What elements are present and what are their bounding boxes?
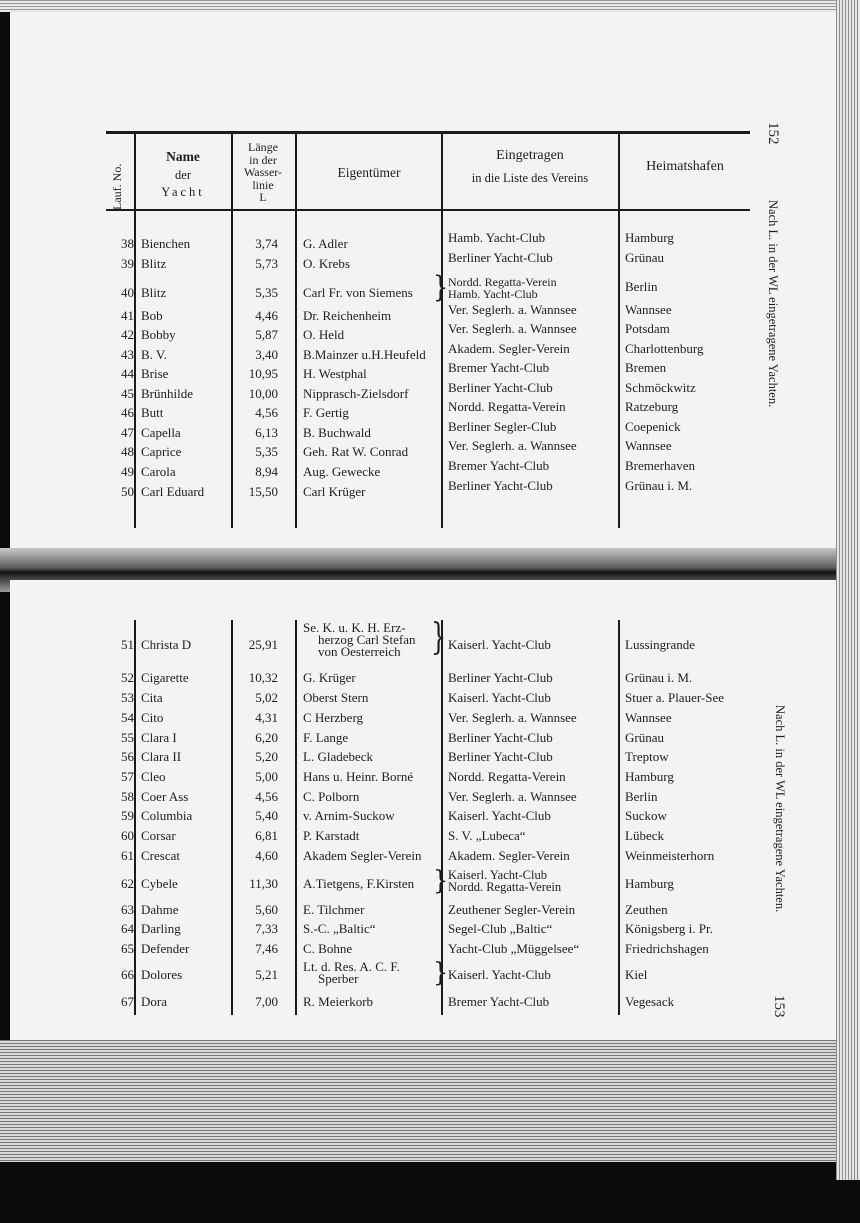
column-rule [134,131,136,528]
header-eingetragen-line1: Eingetragen [496,148,564,163]
yacht-name: Cleo [141,769,166,784]
owner-name: B.Mainzer u.H.Heufeld [303,347,426,362]
yacht-name: Bobby [141,327,176,342]
home-port: Treptow [625,749,669,764]
home-port: Lübeck [625,828,664,843]
owner-name: Akadem Segler-Verein [303,848,422,863]
waterline-length: 4,46 [255,308,278,323]
owner-name: P. Karstadt [303,828,360,843]
owner-name: G. Adler [303,236,348,251]
waterline-length: 10,32 [248,670,278,685]
header-eingetragen-line2: in die Liste des Vereins [471,171,589,185]
club-name: Nordd. Regatta-Verein [448,399,566,414]
header-name-line1: Name [166,149,200,164]
home-port: Stuer a. Plauer-See [625,690,725,705]
club-name: Ver. Seglerh. a. Wannsee [448,789,577,804]
club-name: Nordd. Regatta-Verein [448,769,566,784]
owner-name: F. Gertig [303,405,349,420]
yacht-name: Columbia [141,808,193,823]
home-port: Bremerhaven [625,458,696,473]
header-laenge-line2: in der [249,152,277,167]
yacht-name: Cita [141,690,163,705]
brace-mark: } [433,864,449,896]
row-number: 61 [121,848,134,863]
home-port: Hamburg [625,769,674,784]
yacht-name: Christa D [141,637,192,652]
club-name: Berliner Yacht-Club [448,670,553,685]
waterline-length: 25,91 [248,637,278,652]
row-number: 65 [121,941,134,956]
home-port: Wannsee [625,438,672,453]
yacht-name: Clara II [141,749,182,764]
yacht-name: Darling [141,921,181,936]
home-port: Vegesack [625,994,675,1009]
yacht-name: Carola [141,464,176,479]
club-name: Nordd. Regatta-Verein [448,275,557,289]
waterline-length: 5,00 [255,769,278,784]
book-edge-bottom [0,1040,860,1162]
home-port: Ratzeburg [625,399,679,414]
waterline-length: 8,94 [255,464,278,479]
home-port: Suckow [625,808,667,823]
club-name: Bremer Yacht-Club [448,994,550,1009]
owner-name: O. Krebs [303,256,350,271]
brace-mark: } [431,616,447,658]
owner-name: v. Arnim-Suckow [303,808,395,823]
waterline-length: 5,02 [255,690,278,705]
yacht-name: Clara I [141,730,177,745]
owner-name-second: Sperber [318,971,359,986]
owner-name: Geh. Rat W. Conrad [303,444,409,459]
home-port: Zeuthen [625,902,668,917]
row-number: 66 [121,967,134,982]
club-name-second: Hamb. Yacht-Club [448,287,538,301]
club-name: Ver. Seglerh. a. Wannsee [448,302,577,317]
owner-name: Oberst Stern [303,690,369,705]
home-port: Charlottenburg [625,341,704,356]
yacht-name: Cito [141,710,164,725]
home-port: Königsberg i. Pr. [625,921,713,936]
owner-name: G. Krüger [303,670,356,685]
row-number: 44 [121,366,134,381]
row-number: 51 [121,637,134,652]
yacht-name: Cigarette [141,670,189,685]
home-port: Grünau [625,250,664,265]
yacht-name: Defender [141,941,190,956]
yacht-name: Bob [141,308,163,323]
header-laenge-line1: Länge [248,140,278,154]
row-number: 67 [121,994,134,1009]
home-port: Schmöckwitz [625,380,696,395]
waterline-length: 5,35 [255,285,278,300]
book-edge-top [0,0,860,12]
owner-name: C. Polborn [303,789,360,804]
owner-name: C Herzberg [303,710,364,725]
club-name: Kaiserl. Yacht-Club [448,808,551,823]
home-port: Lussingrande [625,637,696,652]
yacht-name: Capella [141,425,181,440]
yacht-name: Cybele [141,876,178,891]
row-number: 43 [121,347,134,362]
header-laenge-line3: Wasser- [243,165,283,179]
header-eigentuemer: Eigentümer [337,165,401,180]
page-number-top: 152 [765,122,781,145]
row-number: 41 [121,308,134,323]
yacht-name: Coer Ass [141,789,189,804]
waterline-length: 6,20 [255,730,278,745]
home-port: Wannsee [625,710,672,725]
row-number: 45 [121,386,134,401]
club-name: Bremer Yacht-Club [448,360,550,375]
waterline-length: 5,40 [255,808,278,823]
owner-name: C. Bohne [303,941,353,956]
column-rule [618,131,620,528]
yacht-name: Bienchen [141,236,191,251]
row-number: 49 [121,464,134,479]
waterline-length: 3,40 [255,347,278,362]
club-name: Berliner Yacht-Club [448,478,553,493]
yacht-name: Brünhilde [141,386,193,401]
owner-name: E. Tilchmer [303,902,365,917]
row-number: 47 [121,425,134,440]
waterline-length: 5,35 [255,444,278,459]
waterline-length: 6,13 [255,425,278,440]
home-port: Grünau [625,730,664,745]
yacht-name: Blitz [141,256,167,271]
home-port: Hamburg [625,876,674,891]
yacht-name: Dahme [141,902,179,917]
waterline-length: 5,60 [255,902,278,917]
club-name: Segel-Club „Baltic“ [448,921,553,936]
home-port: Wannsee [625,302,672,317]
row-number: 42 [121,327,134,342]
yacht-name: B. V. [141,347,167,362]
club-name: Berliner Yacht-Club [448,730,553,745]
yacht-name: Caprice [141,444,182,459]
row-number: 39 [121,256,134,271]
home-port: Grünau i. M. [625,670,693,685]
club-name: Ver. Seglerh. a. Wannsee [448,321,577,336]
header-laenge [232,141,294,204]
page-number-bottom: 153 [771,995,787,1018]
home-port: Potsdam [625,321,670,336]
home-port: Grünau i. M. [625,478,693,493]
club-name: Berliner Segler-Club [448,419,557,434]
owner-name: S.-C. „Baltic“ [303,921,376,936]
home-port: Kiel [625,967,648,982]
column-rule [295,131,297,528]
club-name: Berliner Yacht-Club [448,250,553,265]
header-eingetragen [443,149,617,185]
home-port: Coepenick [625,419,681,434]
waterline-length: 6,81 [255,828,278,843]
owner-name: L. Gladebeck [303,749,374,764]
owner-name: F. Lange [303,730,349,745]
column-rule [618,620,620,1015]
yacht-name: Dora [141,994,167,1009]
row-number: 54 [121,710,134,725]
owner-name: Nipprasch-Zielsdorf [303,386,409,401]
waterline-length: 4,31 [255,710,278,725]
waterline-length: 11,30 [249,876,278,891]
waterline-length: 5,21 [255,967,278,982]
yacht-name: Butt [141,405,164,420]
club-name: Hamb. Yacht-Club [448,230,546,245]
yacht-name: Crescat [141,848,180,863]
header-top-rule [106,131,750,134]
club-name: Kaiserl. Yacht-Club [448,868,547,882]
column-rule [295,620,297,1015]
owner-name: B. Buchwald [303,425,371,440]
club-name: Zeuthener Segler-Verein [448,902,576,917]
row-number: 64 [121,921,134,936]
club-name: Kaiserl. Yacht-Club [448,690,551,705]
club-name: S. V. „Lubeca“ [448,828,526,843]
row-number: 55 [121,730,134,745]
club-name: Kaiserl. Yacht-Club [448,637,551,652]
waterline-length: 5,20 [255,749,278,764]
header-name-line3: Yacht [161,185,205,199]
club-name: Bremer Yacht-Club [448,458,550,473]
waterline-length: 4,56 [255,789,278,804]
home-port: Weinmeisterhorn [625,848,715,863]
waterline-length: 5,73 [255,256,278,271]
book-edge-right [836,0,860,1180]
owner-name: Dr. Reichenheim [303,308,392,323]
waterline-length: 5,87 [255,327,278,342]
header-name-line2: der [175,168,191,182]
owner-name: Carl Fr. von Siemens [303,285,413,300]
waterline-length: 4,56 [255,405,278,420]
column-rule [441,131,443,528]
owner-name: Aug. Gewecke [303,464,381,479]
row-number: 53 [121,690,134,705]
waterline-length: 10,95 [248,366,278,381]
owner-name: Lt. d. Res. A. C. F. [303,959,400,974]
column-rule [441,620,443,1015]
column-rule [134,620,136,1015]
row-number: 48 [121,444,134,459]
owner-name: O. Held [303,327,345,342]
home-port: Friedrichshagen [625,941,709,956]
owner-name: Carl Krüger [303,484,366,499]
brace-mark: } [433,270,449,305]
header-lauf-no: Lauf. No. [110,163,124,210]
row-number: 57 [121,769,134,784]
owner-name: H. Westphal [303,366,367,381]
club-name: Akadem. Segler-Verein [448,848,570,863]
waterline-length: 15,50 [248,484,278,499]
row-number: 46 [121,405,134,420]
club-name: Akadem. Segler-Verein [448,341,570,356]
waterline-length: 7,33 [255,921,278,936]
home-port: Bremen [625,360,667,375]
row-number: 52 [121,670,134,685]
club-name: Berliner Yacht-Club [448,749,553,764]
club-name: Berliner Yacht-Club [448,380,553,395]
header-heimatshafen: Heimatshafen [646,159,724,174]
header-bottom-rule [106,209,750,211]
row-number: 62 [121,876,134,891]
row-number: 59 [121,808,134,823]
row-number: 63 [121,902,134,917]
club-name: Ver. Seglerh. a. Wannsee [448,438,577,453]
yacht-name: Blitz [141,285,167,300]
club-name: Yacht-Club „Müggelsee“ [448,941,580,956]
row-number: 60 [121,828,134,843]
club-name-second: Nordd. Regatta-Verein [448,880,562,894]
yacht-name: Corsar [141,828,176,843]
row-number: 50 [121,484,134,499]
waterline-length: 7,00 [255,994,278,1009]
owner-name: Hans u. Heinr. Borné [303,769,414,784]
waterline-length: 7,46 [255,941,278,956]
column-rule [231,620,233,1015]
row-number: 58 [121,789,134,804]
header-name [137,150,229,199]
row-number: 38 [121,236,134,251]
owner-name-third: von Oesterreich [318,644,401,659]
owner-name: R. Meierkorb [303,994,374,1009]
row-number: 40 [121,285,134,300]
home-port: Hamburg [625,230,674,245]
waterline-length: 3,74 [255,236,278,251]
club-name: Kaiserl. Yacht-Club [448,967,551,982]
owner-name: Se. K. u. K. H. Erz- [303,620,406,635]
row-number: 56 [121,749,134,764]
waterline-length: 10,00 [248,386,278,401]
brace-mark: } [433,956,449,988]
yacht-name: Brise [141,366,169,381]
owner-name: A.Tietgens, F.Kirsten [303,876,415,891]
waterline-length: 4,60 [255,848,278,863]
owner-name-second: herzog Carl Stefan [318,632,416,647]
header-laenge-line4: linie [252,177,274,192]
home-port: Berlin [625,279,658,294]
header-laenge-line5: L [259,190,267,204]
side-title-top: Nach L. in der WL eingetragene Yachten. [766,200,780,408]
club-name: Ver. Seglerh. a. Wannsee [448,710,577,725]
yacht-name: Dolores [141,967,183,982]
yacht-name: Carl Eduard [141,484,205,499]
side-title-bottom: Nach L. in der WL eingetragene Yachten. [773,705,787,913]
home-port: Berlin [625,789,658,804]
